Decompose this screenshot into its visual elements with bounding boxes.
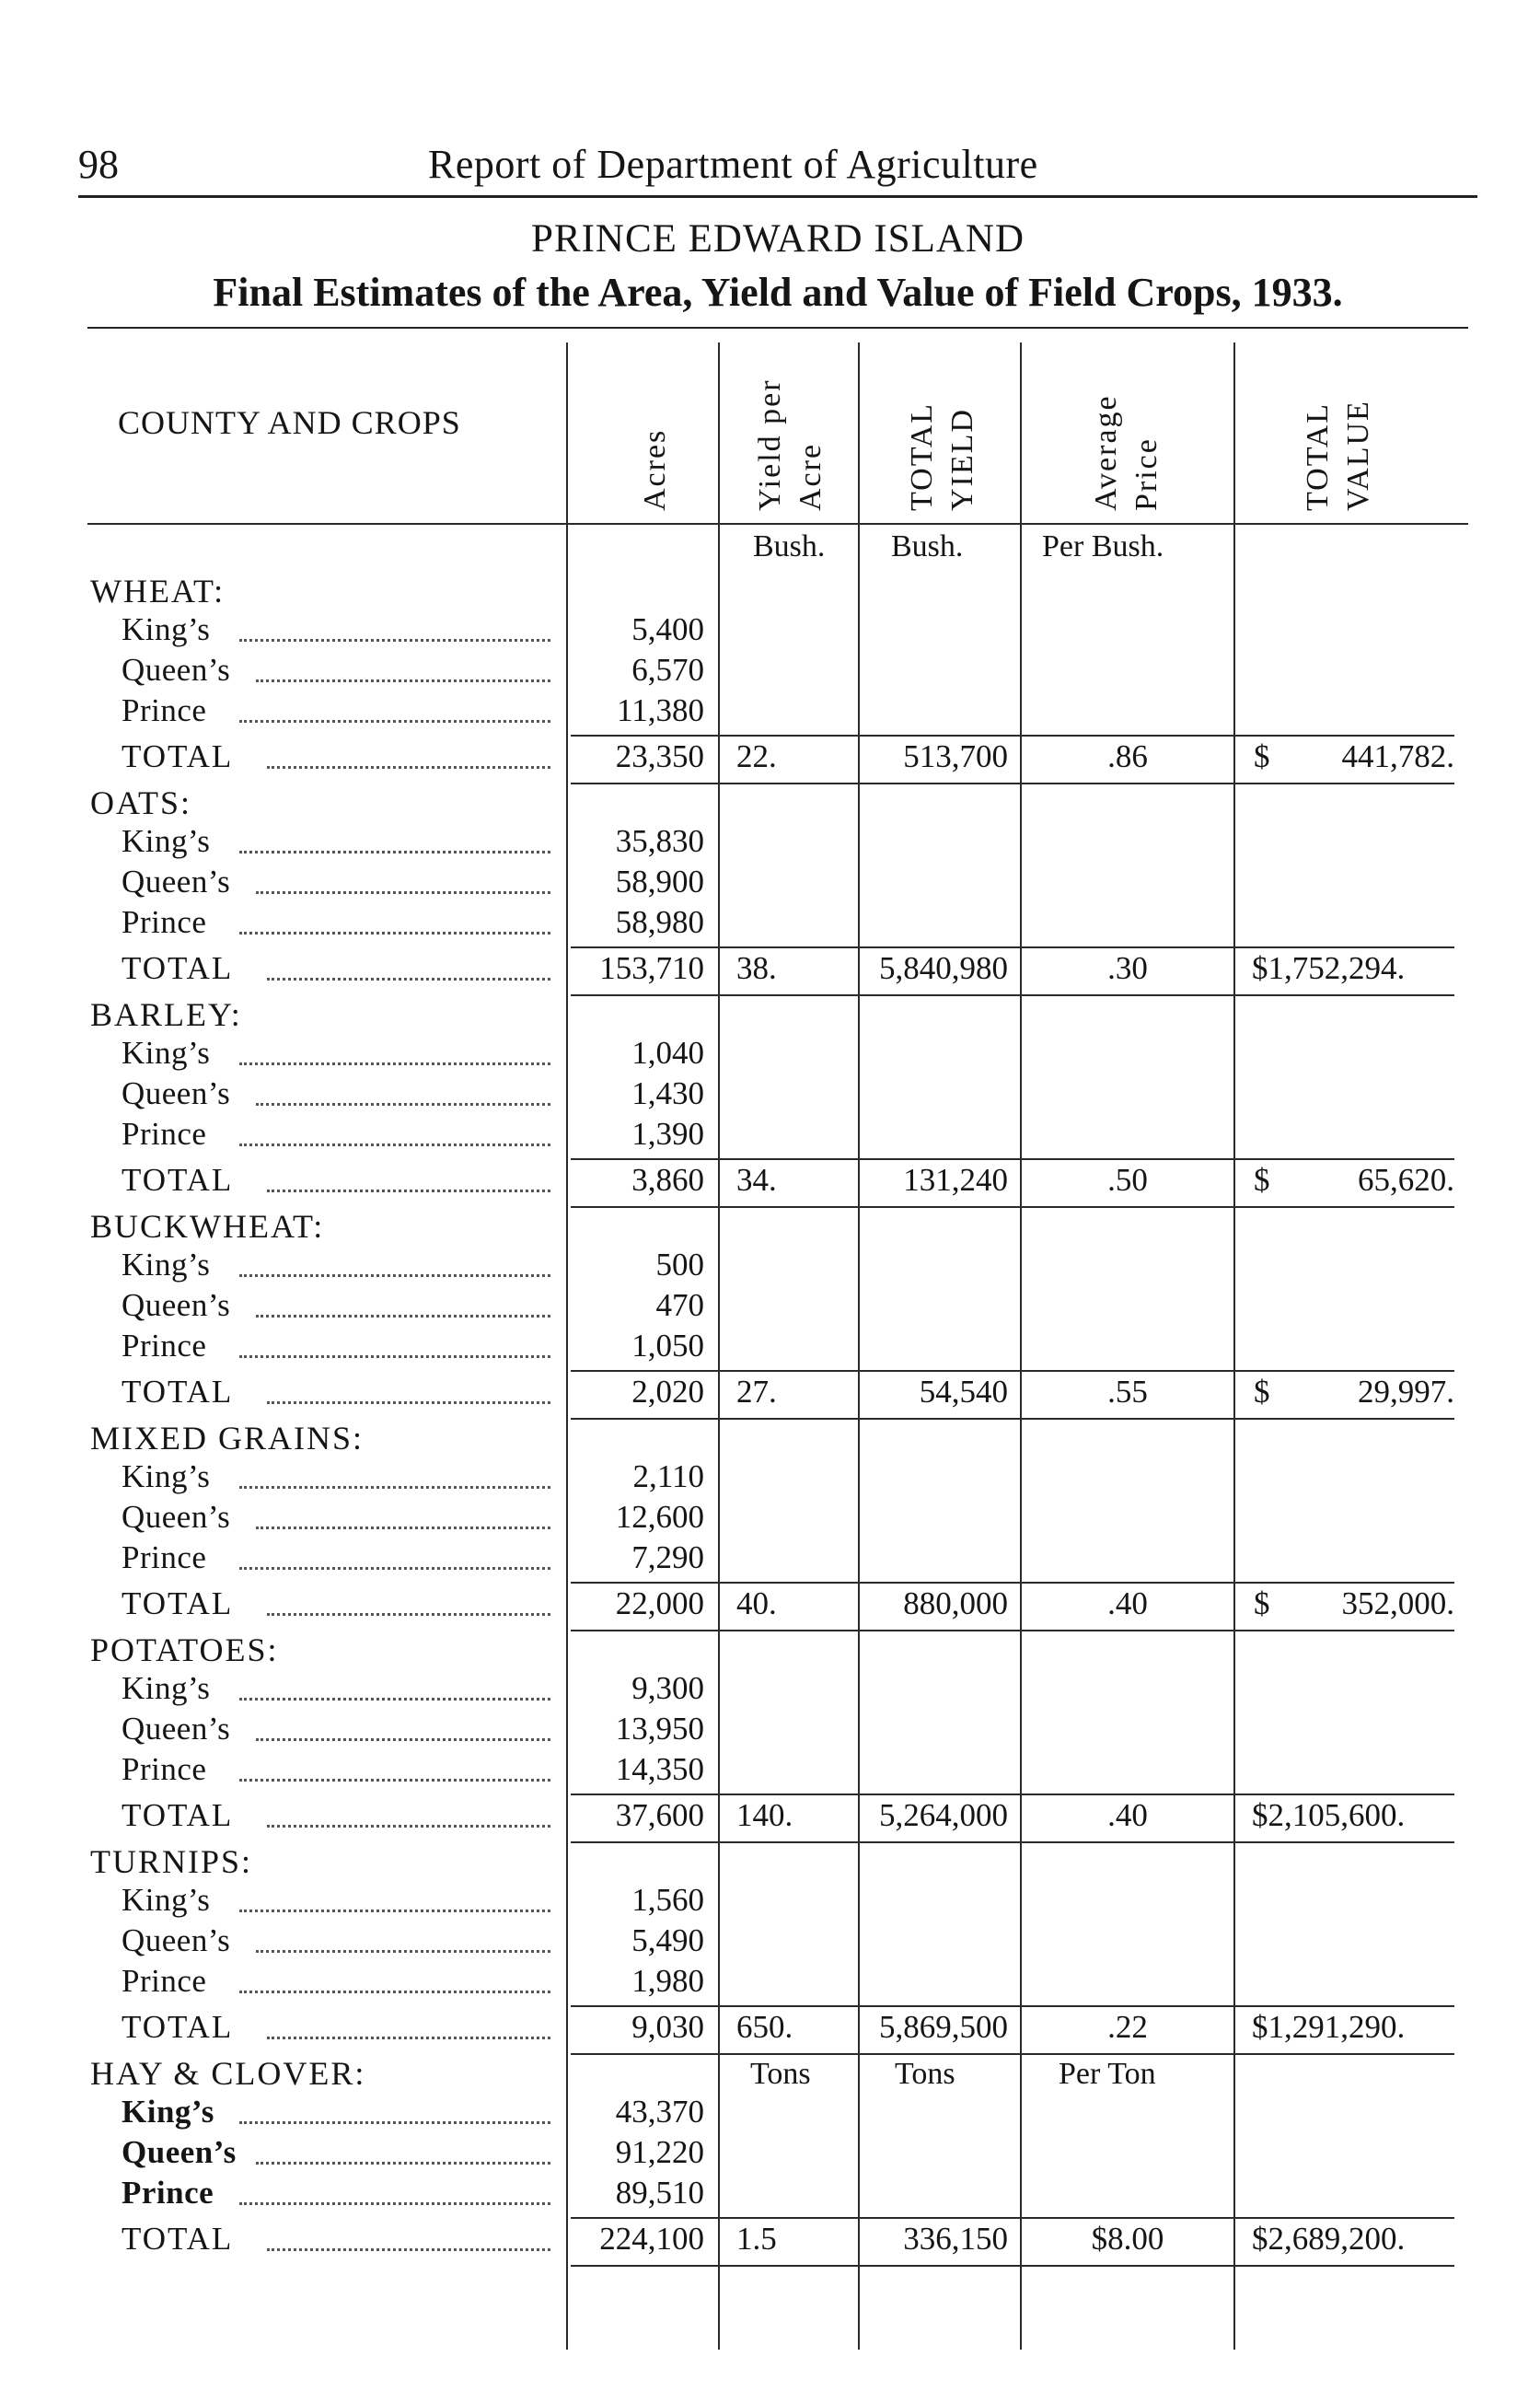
county-label: Prince — [122, 1963, 207, 1999]
column-header-total-yield-text: TOTAL YIELD — [905, 403, 979, 511]
county-label: Queen’s — [122, 864, 231, 900]
crop-heading: BARLEY: — [90, 996, 242, 1033]
crop-heading: POTATOES: — [90, 1631, 279, 1668]
unit-price-hay: Per Ton — [1059, 2057, 1156, 2091]
total-label: TOTAL — [122, 2221, 234, 2257]
total-top-rule — [571, 946, 1454, 948]
total-value: $1,291,290. — [1252, 2009, 1406, 2045]
table-title: PRINCE EDWARD ISLAND — [531, 217, 1025, 261]
average-price: .86 — [1107, 738, 1148, 774]
average-price: .22 — [1107, 2009, 1148, 2045]
total-yield-per-acre: 1.5 — [736, 2221, 777, 2257]
county-label: Prince — [122, 1751, 207, 1787]
acres-value: 5,400 — [631, 611, 704, 647]
total-value-sign: $ — [1254, 738, 1270, 774]
total-acres: 22,000 — [615, 1585, 704, 1621]
total-yield-per-acre: 40. — [736, 1585, 777, 1621]
leader-dots — [239, 1908, 550, 1912]
acres-value: 6,570 — [631, 652, 704, 688]
total-label: TOTAL — [122, 738, 234, 774]
total-value: $1,752,294. — [1252, 950, 1406, 986]
leader-dots — [239, 849, 550, 853]
unit-total-yield-hay: Tons — [895, 2057, 955, 2091]
leader-dots — [267, 764, 550, 769]
total-top-rule — [571, 1158, 1454, 1160]
leader-dots — [239, 1272, 550, 1277]
county-label: Prince — [122, 1328, 207, 1364]
total-top-rule — [571, 1794, 1454, 1795]
leader-dots — [239, 1989, 550, 1993]
acres-value: 13,950 — [615, 1711, 704, 1747]
leader-dots — [239, 930, 550, 934]
acres-value: 11,380 — [617, 692, 704, 728]
acres-value: 1,560 — [631, 1882, 704, 1918]
title-rule — [87, 327, 1468, 329]
county-label: Prince — [122, 2175, 214, 2211]
leader-dots — [267, 1399, 550, 1404]
county-label: Prince — [122, 1116, 207, 1152]
total-yield-per-acre: 140. — [736, 1797, 793, 1833]
crop-heading: MIXED GRAINS: — [90, 1420, 365, 1457]
county-label: Prince — [122, 904, 207, 940]
total-bottom-rule — [571, 1418, 1454, 1420]
acres-value: 7,290 — [631, 1539, 704, 1575]
crop-heading: HAY & CLOVER: — [90, 2055, 366, 2092]
total-value: 441,782. — [1341, 738, 1454, 774]
leader-dots — [256, 1101, 550, 1106]
total-bottom-rule — [571, 994, 1454, 996]
total-label: TOTAL — [122, 1585, 234, 1621]
county-label: Queen’s — [122, 1075, 231, 1111]
leader-dots — [256, 1525, 550, 1529]
total-label: TOTAL — [122, 950, 234, 986]
total-yield-per-acre: 34. — [736, 1162, 777, 1198]
total-value: $2,689,200. — [1252, 2221, 1406, 2257]
acres-value: 1,390 — [631, 1116, 704, 1152]
leader-dots — [256, 1736, 550, 1741]
county-label: Queen’s — [122, 1287, 231, 1323]
total-label: TOTAL — [122, 2009, 234, 2045]
acres-value: 500 — [655, 1247, 704, 1283]
unit-price: Per Bush. — [1042, 529, 1164, 563]
leader-dots — [239, 2200, 550, 2205]
total-value-sign: $ — [1254, 1374, 1270, 1410]
crop-heading: TURNIPS: — [90, 1843, 253, 1880]
average-price: .55 — [1107, 1374, 1148, 1410]
total-value: $2,105,600. — [1252, 1797, 1406, 1833]
column-separator — [858, 342, 860, 2350]
leader-dots — [267, 1188, 550, 1192]
leader-dots — [239, 1565, 550, 1570]
acres-value: 14,350 — [615, 1751, 704, 1787]
header-rule — [78, 195, 1477, 198]
acres-value: 58,980 — [615, 904, 704, 940]
page-number: 98 — [78, 142, 119, 187]
leader-dots — [267, 2035, 550, 2039]
acres-value: 58,900 — [615, 864, 704, 900]
average-price: .40 — [1107, 1797, 1148, 1833]
total-value: 65,620. — [1358, 1162, 1454, 1198]
leader-dots — [267, 2246, 550, 2251]
acres-value: 12,600 — [615, 1499, 704, 1535]
county-label: King’s — [122, 1458, 211, 1494]
total-top-rule — [571, 2005, 1454, 2007]
total-acres: 23,350 — [615, 738, 704, 774]
total-value: 352,000. — [1341, 1585, 1454, 1621]
total-top-rule — [571, 2217, 1454, 2219]
acres-value: 1,050 — [631, 1328, 704, 1364]
unit-total-yield: Bush. — [891, 529, 964, 563]
header-bottom-rule — [87, 523, 1468, 525]
leader-dots — [267, 976, 550, 981]
table-subtitle: Final Estimates of the Area, Yield and Value of Field Crops, 1933. — [213, 270, 1343, 315]
acres-value: 1,980 — [631, 1963, 704, 1999]
county-label: King’s — [122, 2094, 214, 2130]
acres-value: 43,370 — [615, 2094, 704, 2130]
acres-value: 9,300 — [631, 1670, 704, 1706]
total-bottom-rule — [571, 783, 1454, 784]
total-yield-per-acre: 38. — [736, 950, 777, 986]
county-label: Prince — [122, 1539, 207, 1575]
leader-dots — [256, 889, 550, 894]
total-value-sign: $ — [1254, 1162, 1270, 1198]
average-price: $8.00 — [1091, 2221, 1164, 2257]
acres-value: 1,430 — [631, 1075, 704, 1111]
acres-value: 89,510 — [615, 2175, 704, 2211]
leader-dots — [256, 678, 550, 682]
county-label: King’s — [122, 1035, 211, 1071]
leader-dots — [239, 2119, 550, 2124]
average-price: .50 — [1107, 1162, 1148, 1198]
crop-heading: WHEAT: — [90, 573, 226, 609]
total-acres: 224,100 — [599, 2221, 704, 2257]
unit-yield: Bush. — [753, 529, 826, 563]
acres-value: 1,040 — [631, 1035, 704, 1071]
running-title: Report of Department of Agriculture — [428, 142, 1038, 187]
county-label: King’s — [122, 1670, 211, 1706]
acres-value: 5,490 — [631, 1922, 704, 1958]
leader-dots — [239, 1061, 550, 1065]
county-label: King’s — [122, 611, 211, 647]
column-header-county-and-crops: COUNTY AND CROPS — [118, 404, 461, 441]
acres-value: 91,220 — [615, 2134, 704, 2170]
county-label: Queen’s — [122, 2134, 237, 2170]
leader-dots — [239, 1696, 550, 1701]
crop-heading: OATS: — [90, 784, 192, 821]
acres-value: 2,110 — [632, 1458, 704, 1494]
leader-dots — [256, 2160, 550, 2165]
total-yield: 5,869,500 — [879, 2009, 1008, 2045]
average-price: .40 — [1107, 1585, 1148, 1621]
column-separator — [1020, 342, 1022, 2350]
total-acres: 37,600 — [615, 1797, 704, 1833]
county-label: King’s — [122, 1882, 211, 1918]
leader-dots — [239, 1777, 550, 1782]
total-yield: 5,840,980 — [879, 950, 1008, 986]
county-label: Queen’s — [122, 1711, 231, 1747]
total-top-rule — [571, 1582, 1454, 1584]
total-acres: 9,030 — [631, 2009, 704, 2045]
column-header-total-value-text: TOTAL VALUE — [1301, 400, 1375, 511]
total-bottom-rule — [571, 1206, 1454, 1208]
crop-heading: BUCKWHEAT: — [90, 1208, 325, 1245]
leader-dots — [267, 1611, 550, 1616]
total-bottom-rule — [571, 1841, 1454, 1843]
leader-dots — [239, 1353, 550, 1358]
total-value: 29,997. — [1358, 1374, 1454, 1410]
total-yield: 513,700 — [903, 738, 1008, 774]
total-yield: 5,264,000 — [879, 1797, 1008, 1833]
column-separator — [1233, 342, 1235, 2350]
leader-dots — [267, 1823, 550, 1828]
acres-value: 470 — [655, 1287, 704, 1323]
average-price: .30 — [1107, 950, 1148, 986]
acres-value: 35,830 — [615, 823, 704, 859]
total-bottom-rule — [571, 2265, 1454, 2267]
total-top-rule — [571, 1370, 1454, 1372]
leader-dots — [239, 718, 550, 723]
column-header-average-price-text: Average Price — [1089, 394, 1164, 511]
total-bottom-rule — [571, 1630, 1454, 1631]
total-label: TOTAL — [122, 1374, 234, 1410]
total-yield: 880,000 — [903, 1585, 1008, 1621]
total-yield: 336,150 — [903, 2221, 1008, 2257]
county-label: King’s — [122, 823, 211, 859]
column-header-acres-text: Acres — [638, 428, 672, 511]
total-yield-per-acre: 650. — [736, 2009, 793, 2045]
total-acres: 153,710 — [599, 950, 704, 986]
total-yield: 131,240 — [903, 1162, 1008, 1198]
unit-yield-hay: Tons — [750, 2057, 811, 2091]
column-separator — [718, 342, 720, 2350]
county-label: Prince — [122, 692, 207, 728]
county-label: Queen’s — [122, 652, 231, 688]
leader-dots — [239, 637, 550, 642]
total-yield-per-acre: 22. — [736, 738, 777, 774]
total-label: TOTAL — [122, 1162, 234, 1198]
total-top-rule — [571, 735, 1454, 737]
column-header-yield-per-acre-text: Yield per Acre — [753, 378, 828, 511]
leader-dots — [239, 1142, 550, 1146]
total-value-sign: $ — [1254, 1585, 1270, 1621]
county-label: Queen’s — [122, 1499, 231, 1535]
total-bottom-rule — [571, 2053, 1454, 2055]
leader-dots — [256, 1948, 550, 1953]
county-label: Queen’s — [122, 1922, 231, 1958]
total-acres: 2,020 — [631, 1374, 704, 1410]
leader-dots — [239, 1484, 550, 1489]
total-acres: 3,860 — [631, 1162, 704, 1198]
total-yield-per-acre: 27. — [736, 1374, 777, 1410]
leader-dots — [256, 1313, 550, 1318]
page-header — [78, 134, 1477, 198]
total-yield: 54,540 — [919, 1374, 1008, 1410]
county-label: King’s — [122, 1247, 211, 1283]
total-label: TOTAL — [122, 1797, 234, 1833]
